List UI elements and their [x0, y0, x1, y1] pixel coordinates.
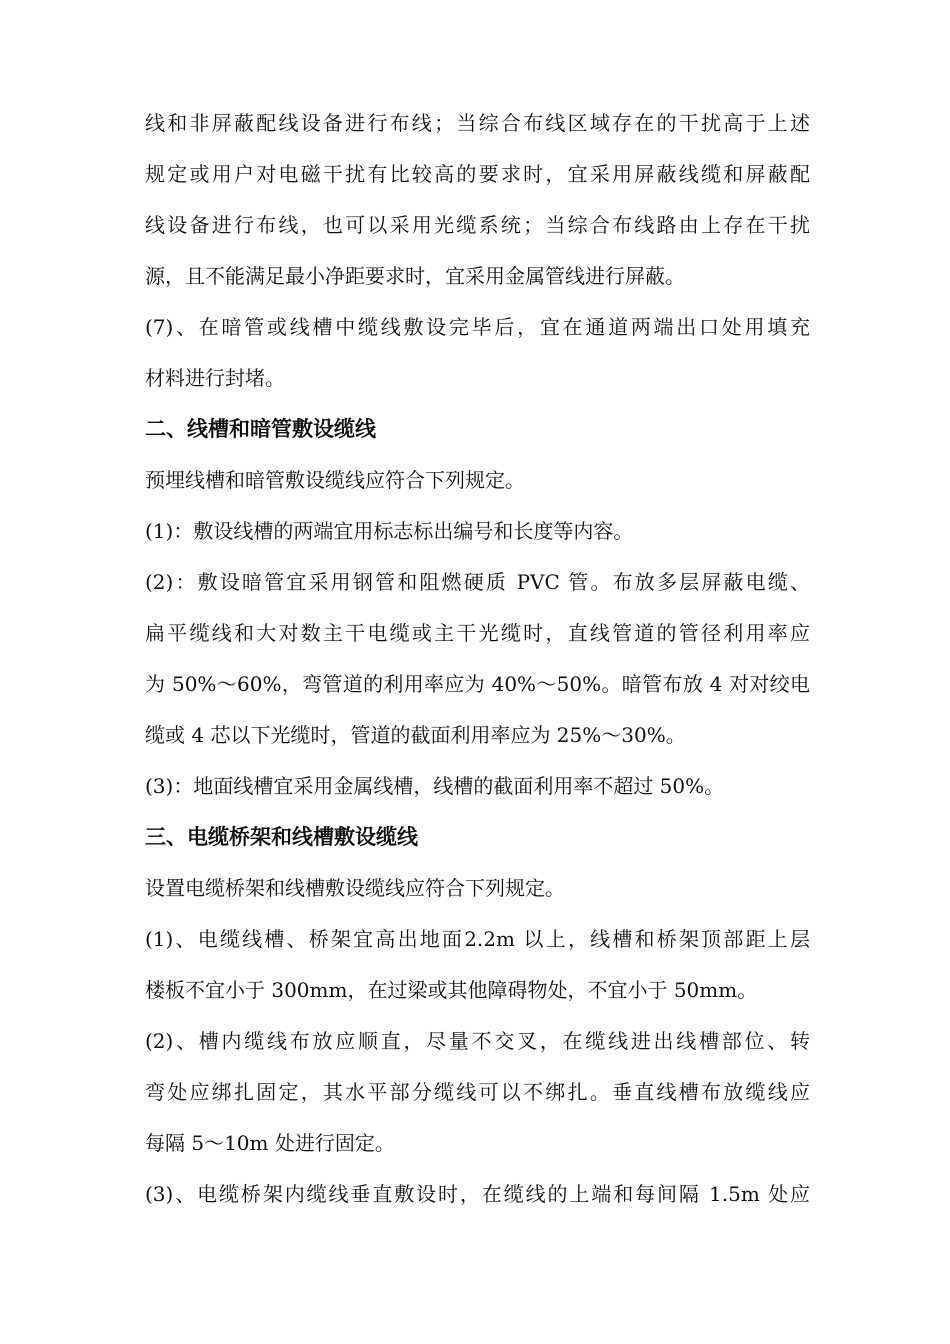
paragraph-line: (7)、在暗管或线槽中缆线敷设完毕后，宜在通道两端出口处用填充 — [145, 315, 810, 339]
paragraph-line: (1)、电缆线槽、桥架宜高出地面2.2m 以上，线槽和桥架顶部距上层 — [145, 927, 810, 951]
paragraph-line: (2)、槽内缆线布放应顺直，尽量不交叉，在缆线进出线槽部位、转 — [145, 1029, 810, 1053]
paragraph-line: 预埋线槽和暗管敷设缆线应符合下列规定。 — [145, 468, 525, 492]
section-heading: 三、电缆桥架和线槽敷设缆线 — [145, 825, 418, 849]
paragraph-line: 线设备进行布线，也可以采用光缆系统；当综合布线路由上存在干扰 — [145, 213, 810, 237]
paragraph-line: (3)、电缆桥架内缆线垂直敷设时，在缆线的上端和每间隔 1.5m 处应 — [145, 1182, 810, 1206]
paragraph-line: 缆或 4 芯以下光缆时，管道的截面利用率应为 25%～30%。 — [145, 723, 686, 747]
paragraph-line: (1)：敷设线槽的两端宜用标志标出编号和长度等内容。 — [145, 519, 634, 543]
paragraph-line: 弯处应绑扎固定，其水平部分缆线可以不绑扎。垂直线槽布放缆线应 — [145, 1080, 810, 1104]
paragraph-line: (2)：敷设暗管宜采用钢管和阻燃硬质 PVC 管。布放多层屏蔽电缆、 — [145, 570, 810, 594]
document-body — [145, 102, 810, 1224]
paragraph-line: 设置电缆桥架和线槽敷设缆线应符合下列规定。 — [145, 876, 565, 900]
paragraph-line: 楼板不宜小于 300mm，在过梁或其他障碍物处，不宜小于 50mm。 — [145, 978, 758, 1002]
paragraph-line: 扁平缆线和大对数主干电缆或主干光缆时，直线管道的管径利用率应 — [145, 621, 810, 645]
paragraph-line: 线和非屏蔽配线设备进行布线；当综合布线区域存在的干扰高于上述 — [145, 111, 810, 135]
paragraph-line: 为 50%～60%，弯管道的利用率应为 40%～50%。暗管布放 4 对对绞电 — [145, 672, 810, 696]
paragraph-line: 规定或用户对电磁干扰有比较高的要求时，宜采用屏蔽线缆和屏蔽配 — [145, 162, 810, 186]
paragraph-line: 每隔 5～10m 处进行固定。 — [145, 1131, 395, 1155]
section-heading: 二、线槽和暗管敷设缆线 — [145, 417, 376, 441]
paragraph-line: 材料进行封堵。 — [145, 366, 285, 390]
paragraph-line: 源，且不能满足最小净距要求时，宜采用金属管线进行屏蔽。 — [145, 264, 685, 288]
paragraph-line: (3)：地面线槽宜采用金属线槽，线槽的截面利用率不超过 50%。 — [145, 774, 725, 798]
